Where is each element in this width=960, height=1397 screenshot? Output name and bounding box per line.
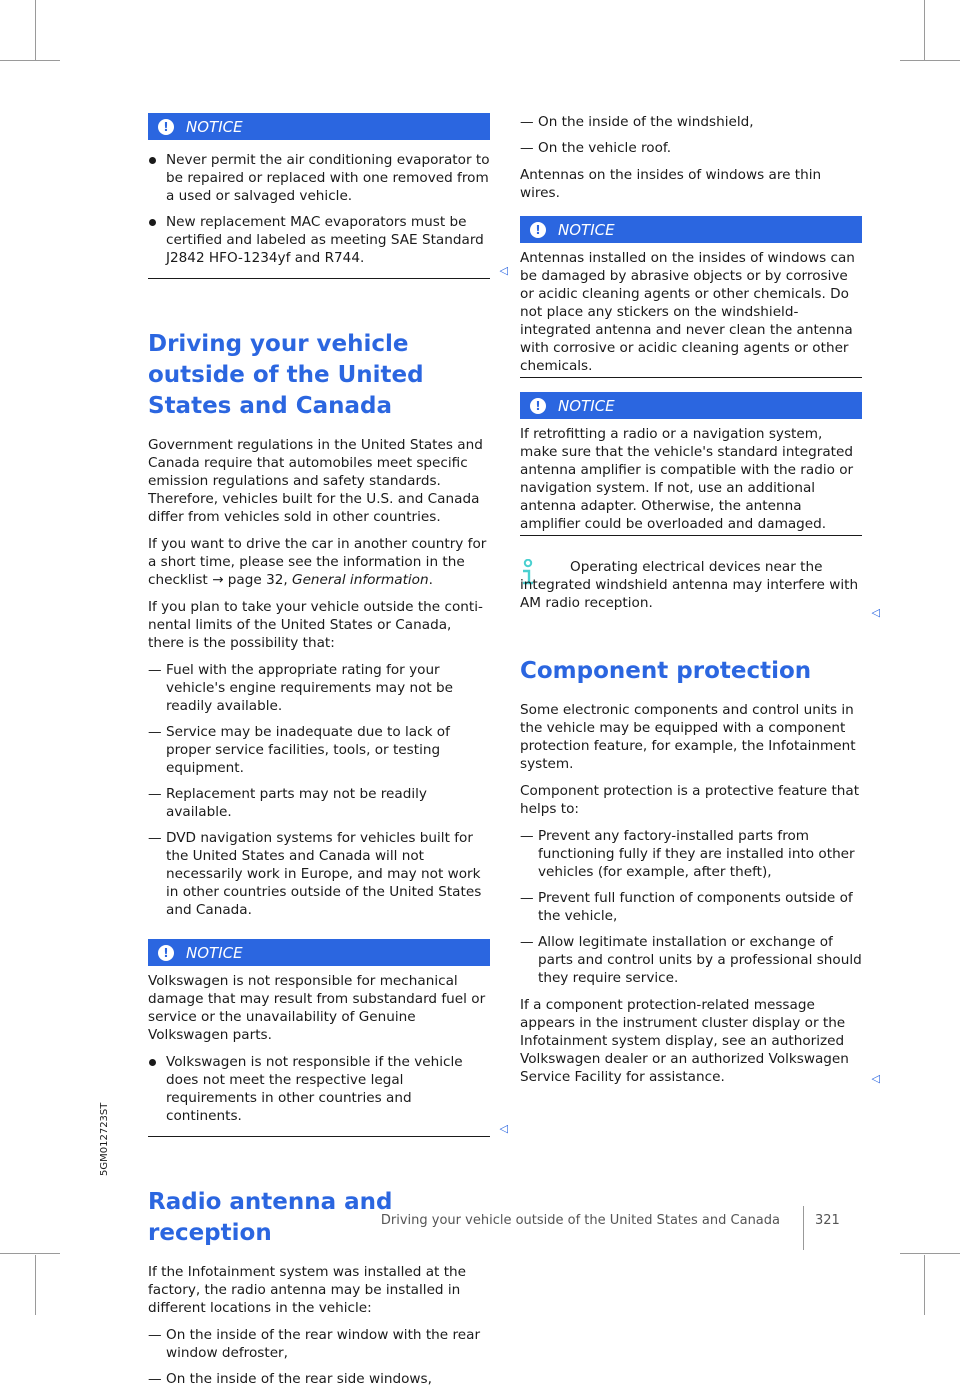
list-item: — On the inside of the rear window with the rear window defroster, <box>148 1326 490 1362</box>
notice-list <box>148 151 490 267</box>
list-item: Volkswagen is not responsible if the vehicle does not meet the respective legal requirements in other countries and continents. <box>148 1053 490 1125</box>
paragraph-final: If a component protection-related message appears in the instrument cluster display or the Infotainment system display, see an authorized Volkswagen dealer or an authorized Volkswagen Service Facility for assistance. ◁ <box>520 997 880 1085</box>
notice-label: NOTICE <box>558 396 615 415</box>
end-triangle-icon: ◁ <box>499 1122 508 1135</box>
notice-retrofitting <box>520 392 862 536</box>
list-item: — DVD navigation systems for vehicles built for the United States and Canada will not necessarily work in Europe, and may not work in other countries outside of the United States and Canada. <box>148 829 490 919</box>
paragraph: If retrofitting a radio or a navigation system, make sure that the vehicle's standard integrated antenna amplifier is compatible with the radio or navigation system. If not, use an additional antenna adapter. Otherwise, the antenna amplifier could be overloaded and damaged. <box>520 426 854 532</box>
notice-antenna-cleaning <box>520 216 862 378</box>
list-item: — On the inside of the rear side windows, <box>148 1370 490 1388</box>
notice-header <box>148 113 490 140</box>
notice-body <box>520 249 862 378</box>
notice-body <box>520 425 862 536</box>
list-item: — On the inside of the windshield, <box>520 113 862 131</box>
right-column <box>520 113 880 1095</box>
notice-body <box>148 151 508 279</box>
notice-body <box>148 972 508 1137</box>
arrow-icon: → <box>212 572 224 588</box>
paragraph-checklist: If you want to drive the car in another country for a short time, please see the information in the checklist → page 32, General information. <box>148 536 487 588</box>
paragraph: If the Infotainment system was installed at the factory, the radio antenna may be installed in different locations in the vehicle: <box>148 1264 467 1316</box>
paragraph: If you plan to take your vehicle outside the continental limits of the United States or Canada, there is the possibility that: <box>148 599 483 651</box>
list-item: — Prevent any factory-installed parts from functioning fully if they are installed into other vehicles (for example, after theft), <box>520 827 862 881</box>
list-item: — Fuel with the appropriate rating for your vehicle's engine requirements may not be readily available. <box>148 661 490 715</box>
antenna-locations-list-continued <box>520 113 862 157</box>
component-list <box>520 827 862 987</box>
list-item: New replacement MAC evaporators must be certified and labeled as meeting SAE Standard J2842 HFO-1234yf and R744. <box>148 213 490 267</box>
list-item: — Replacement parts may not be readily available. <box>148 785 490 821</box>
list-item: — Allow legitimate installation or exchange of parts and control units by a professional should they require service. <box>520 933 862 987</box>
notice-header <box>520 392 862 419</box>
exclamation-icon: ! <box>530 398 546 414</box>
crop-mark <box>900 1253 960 1254</box>
list-item: Never permit the air conditioning evaporator to be repaired or replaced with one removed from a used or salvaged vehicle. <box>148 151 490 205</box>
notice-label: NOTICE <box>186 943 243 962</box>
notice-volkswagen <box>148 939 508 1137</box>
notice-header <box>148 939 490 966</box>
paragraph: Antennas installed on the insides of windows can be damaged by abrasive objects or by corrosive or acidic cleaning agents or other chemicals. Do not place any stickers on the windshield-integrated antenna and never clean the antenna with corrosive or acidic cleaning agents or other chemicals. <box>520 250 855 374</box>
paragraph: Some electronic components and control units in the vehicle may be equipped with a component protection feature, for example, the Infotainment system. <box>520 702 856 772</box>
notice-header <box>520 216 862 243</box>
paragraph: Component protection is a protective feature that helps to: <box>520 783 860 817</box>
section-heading-component: Component protection <box>520 658 812 684</box>
driving-list <box>148 661 490 919</box>
list-item: — Prevent full function of components outside of the vehicle, <box>520 889 862 925</box>
notice-label: NOTICE <box>186 117 243 136</box>
crop-mark <box>924 1255 925 1315</box>
crop-mark <box>924 0 925 60</box>
notice-evaporator <box>148 113 508 279</box>
left-column <box>148 113 508 1397</box>
footer-title: Driving your vehicle outside of the United States and Canada <box>380 1213 780 1228</box>
notice-list <box>148 1053 490 1125</box>
end-triangle-icon: ◁ <box>871 606 880 619</box>
notice-label: NOTICE <box>558 220 615 239</box>
exclamation-icon: ! <box>158 945 174 961</box>
info-note <box>520 558 880 619</box>
section-heading-radio: Radio antenna and reception <box>148 1189 393 1246</box>
crop-mark <box>35 1255 36 1315</box>
document-code: 5GM012723ST <box>99 1102 110 1176</box>
exclamation-icon: ! <box>530 222 546 238</box>
crop-mark <box>35 0 36 60</box>
section-heading-driving: Driving your vehicle outside of the United States and Canada <box>148 331 424 419</box>
end-triangle-icon: ◁ <box>499 264 508 277</box>
exclamation-icon: ! <box>158 119 174 135</box>
paragraph: Volkswagen is not responsible for mechanical damage that may result from substandard fuel or service or the unavailability of Genuine Volkswagen parts. <box>148 973 486 1043</box>
end-triangle-icon: ◁ <box>871 1072 880 1085</box>
antenna-locations-list <box>148 1326 490 1388</box>
paragraph: Government regulations in the United States and Canada require that automobiles meet specific emission regulations and safety standards. Therefore, vehicles built for the U.S. and Canada differ from vehicles sold in other countries. <box>148 437 483 525</box>
crop-mark <box>0 1253 60 1254</box>
list-item: — Service may be inadequate due to lack of proper service facilities, tools, or testing equipment. <box>148 723 490 777</box>
info-text: Operating electrical devices near the integrated windshield antenna may interfere with AM radio reception. ◁ <box>520 559 880 619</box>
paragraph: Antennas on the insides of windows are thin wires. <box>520 167 822 201</box>
crop-mark <box>900 60 960 61</box>
footer-divider <box>803 1206 804 1250</box>
list-item: — On the vehicle roof. <box>520 139 862 157</box>
crop-mark <box>0 60 60 61</box>
page-number: 321 <box>815 1213 840 1228</box>
cross-reference-link[interactable]: General information <box>292 572 429 588</box>
